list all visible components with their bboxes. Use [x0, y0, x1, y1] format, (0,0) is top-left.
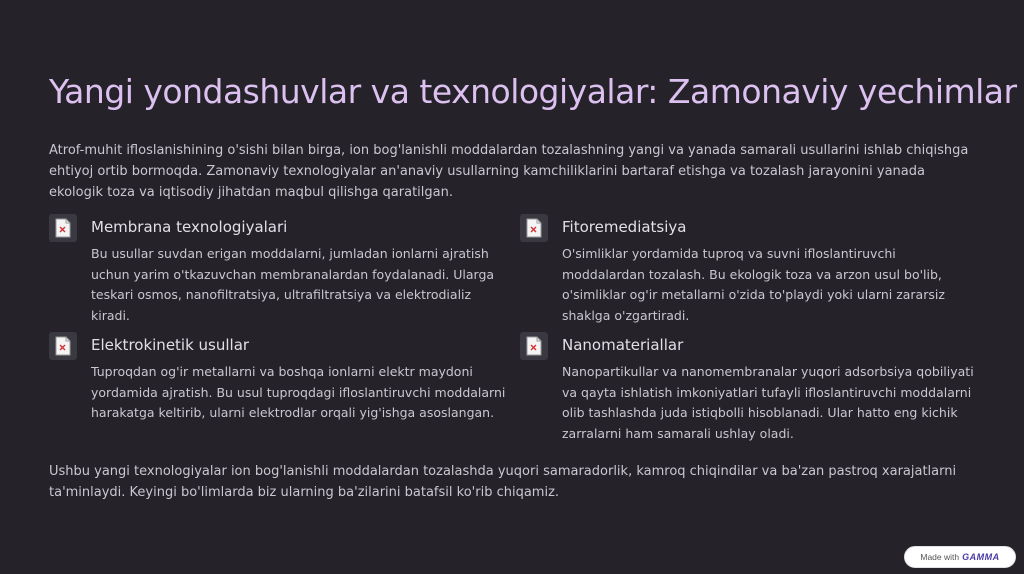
broken-image-icon	[520, 214, 548, 242]
feature-description: O'simliklar yordamida tuproq va suvni ifloslantiruvchi moddalardan tozalash. Bu ekologik toza va arzon usul bo'lib, o'simliklar og'ir metallarni o'zida to'playdi yoki ularni zararsiz shaklga o'zgartiradi.	[562, 246, 945, 323]
badge-made-with-label: Made with	[920, 552, 960, 562]
feature-title: Elektrokinetik usullar	[91, 336, 250, 354]
feature-description: Nanopartikullar va nanomembranalar yuqori adsorbsiya qobiliyati va qayta ishlatish imkoniyatlari tufayli ifloslantiruvchi moddalarni olib tashlashda juda istiqbolli hisoblanadi. Ular hatto eng kichik zarralarni ham samarali ushlay oladi.	[562, 364, 974, 441]
feature-title: Fitoremediatsiya	[562, 218, 687, 236]
intro-paragraph: Atrof-muhit ifloslanishining o'sishi bilan birga, ion bog'lanishli moddalardan tozalashning yangi va yanada samarali usullarini ishlab chiqishga ehtiyoj ortib bormoqda. Zamonaviy texnologiyalar an'anaviy usullarning kamchiliklarini bartaraf etishga va tozalash jarayonini yanada ekologik toza va iqtisodiy jihatdan maqbul qilishga qaratilgan.	[49, 143, 969, 200]
feature-description: Tuproqdan og'ir metallarni va boshqa ionlarni elektr maydoni yordamida ajratish. Bu usul tuproqdagi ifloslantiruvchi moddalarni harakatga keltirib, ularni elektrodlar orqali yig'ishga asoslangan.	[91, 364, 506, 420]
made-with-gamma-badge[interactable]	[904, 546, 1016, 568]
slide-title: Yangi yondashuvlar va texnologiyalar: Zamonaviy yechimlar	[49, 72, 1017, 111]
broken-image-icon	[49, 214, 77, 242]
gamma-logo: GAMMA	[962, 552, 1000, 562]
outro-paragraph: Ushbu yangi texnologiyalar ion bog'lanishli moddalardan tozalashda yuqori samaradorlik, kamroq chiqindilar va ba'zan pastroq xarajatlarni ta'minlaydi. Keyingi bo'limlarda biz ularning ba'zilarini batafsil ko'rib chiqamiz.	[49, 464, 957, 500]
feature-title: Membrana texnologiyalari	[91, 218, 288, 236]
broken-image-icon	[49, 332, 77, 360]
feature-description: Bu usullar suvdan erigan moddalarni, jumladan ionlarni ajratish uchun yarim o'tkazuvchan membranalardan foydalanadi. Ularga teskari osmos, nanofiltratsiya, ultrafiltratsiya va elektrodializ kiradi.	[91, 246, 495, 323]
feature-title: Nanomateriallar	[562, 336, 684, 354]
broken-image-icon	[520, 332, 548, 360]
